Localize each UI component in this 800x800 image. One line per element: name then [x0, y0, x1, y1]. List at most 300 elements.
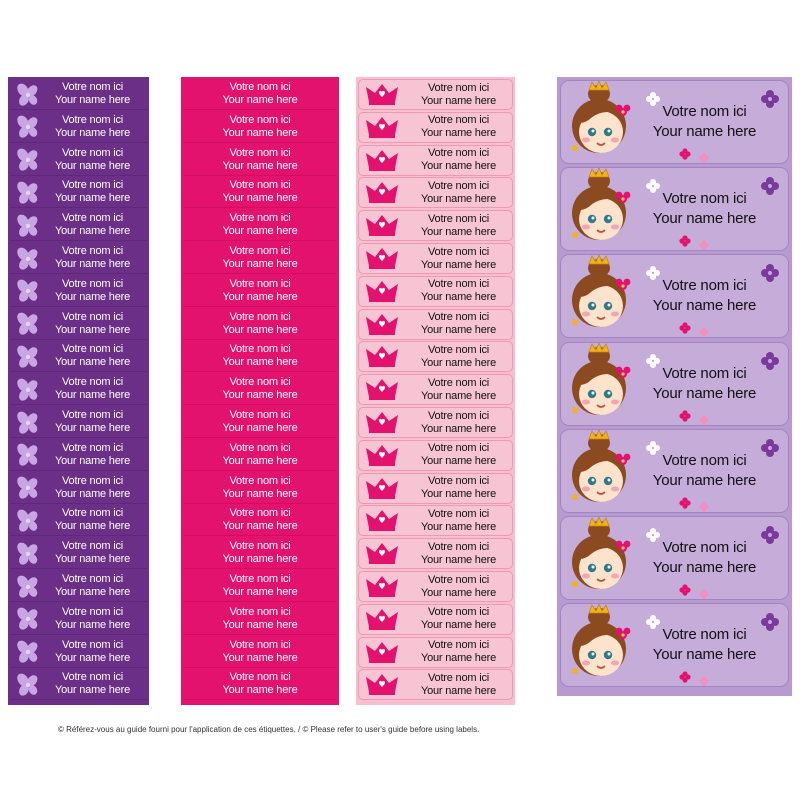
label-line-french: Votre nom ici: [229, 540, 291, 553]
princess-icon: [561, 167, 645, 251]
name-label: [10, 538, 147, 569]
label-line-french: Votre nom ici: [62, 376, 123, 389]
label-text: [417, 541, 512, 567]
label-text: [44, 507, 147, 533]
name-label: [358, 374, 513, 405]
purple-flower-label-sheet: [8, 77, 149, 705]
name-label: [10, 473, 147, 504]
label-line-english: Your name here: [54, 126, 131, 139]
label-line-english: Your name here: [420, 652, 497, 665]
label-text: [417, 147, 512, 173]
label-text: [183, 606, 337, 632]
label-line-french: Votre nom ici: [62, 212, 123, 225]
label-text: [417, 213, 512, 239]
label-line-english: Your name here: [222, 159, 298, 172]
label-text: [645, 189, 788, 229]
label-text: [183, 311, 337, 337]
label-line-french: Votre nom ici: [62, 245, 123, 257]
flower-icon: [10, 669, 44, 700]
label-line-french: Votre nom ici: [428, 179, 489, 192]
label-text: [44, 114, 147, 140]
name-label: [183, 210, 337, 241]
label-text: [417, 508, 512, 534]
label-line-english: Your name here: [420, 127, 497, 140]
label-text: [44, 245, 147, 271]
label-text: [183, 147, 337, 173]
label-line-english: Your name here: [54, 290, 131, 303]
name-label: [10, 505, 147, 536]
label-text: [183, 278, 337, 304]
label-text: [417, 82, 512, 108]
name-label: [560, 429, 789, 513]
name-label: [10, 637, 147, 668]
label-line-english: Your name here: [652, 559, 757, 576]
label-line-english: Your name here: [222, 258, 298, 270]
label-line-english: Your name here: [54, 94, 131, 106]
flower-icon: [10, 505, 44, 536]
label-line-english: Your name here: [420, 553, 497, 566]
label-line-english: Your name here: [652, 297, 757, 315]
princess-icon: [561, 516, 645, 600]
name-label: [183, 112, 337, 143]
name-label: [183, 309, 337, 340]
name-label: [183, 407, 337, 438]
label-line-english: Your name here: [54, 454, 131, 467]
label-text: [44, 409, 147, 435]
label-line-french: Votre nom ici: [428, 540, 489, 553]
label-text: [44, 81, 147, 107]
name-label: [183, 374, 337, 405]
label-text: [44, 311, 147, 337]
label-line-english: Your name here: [54, 651, 131, 664]
name-label: [183, 637, 337, 668]
label-line-french: Votre nom ici: [428, 606, 489, 619]
label-line-english: Your name here: [54, 422, 131, 434]
label-line-french: Votre nom ici: [62, 113, 123, 126]
label-line-english: Your name here: [54, 684, 131, 697]
princess-icon: [561, 429, 645, 513]
label-text: [183, 343, 337, 369]
name-label: [10, 112, 147, 143]
crown-icon: [359, 506, 417, 535]
label-text: [417, 606, 512, 632]
name-label: [358, 505, 513, 536]
name-label: [358, 309, 513, 340]
label-line-english: Your name here: [420, 225, 497, 238]
label-text: [44, 343, 147, 369]
name-label: [183, 276, 337, 307]
name-label: [358, 604, 513, 635]
name-label: [10, 145, 147, 176]
label-line-english: Your name here: [420, 94, 497, 107]
crown-icon: [359, 113, 417, 142]
label-text: [44, 442, 147, 468]
label-line-english: Your name here: [222, 290, 298, 303]
label-line-english: Your name here: [420, 684, 497, 697]
label-line-english: Your name here: [222, 618, 298, 631]
label-line-french: Votre nom ici: [229, 638, 291, 651]
name-label: [10, 374, 147, 405]
crown-icon: [359, 572, 417, 601]
crown-icon: [359, 178, 417, 207]
label-line-english: Your name here: [420, 488, 497, 501]
label-text: [183, 212, 337, 238]
name-label: [10, 276, 147, 307]
label-line-english: Your name here: [652, 210, 757, 228]
lavender-princess-label-sheet: [557, 77, 792, 696]
label-line-french: Votre nom ici: [229, 179, 291, 192]
label-line-french: Votre nom ici: [229, 81, 291, 93]
flower-icon: [10, 341, 44, 372]
label-line-english: Your name here: [420, 258, 497, 271]
label-line-french: Votre nom ici: [62, 310, 123, 323]
label-text: [183, 409, 337, 435]
name-label: [183, 243, 337, 274]
label-line-english: Your name here: [54, 356, 131, 369]
flower-icon: [10, 407, 44, 438]
flower-icon: [10, 144, 44, 175]
name-label: [183, 604, 337, 635]
label-text: [44, 475, 147, 501]
crown-icon: [359, 146, 417, 175]
crown-icon: [359, 310, 417, 339]
label-line-english: Your name here: [222, 323, 298, 336]
princess-icon: [561, 603, 645, 687]
label-line-english: Your name here: [222, 553, 298, 566]
label-line-english: Your name here: [222, 454, 298, 467]
label-line-english: Your name here: [222, 356, 298, 369]
label-text: [44, 179, 147, 205]
label-line-english: Your name here: [420, 356, 497, 369]
label-text: [417, 311, 512, 337]
flower-icon: [10, 374, 44, 405]
label-line-french: Votre nom ici: [62, 540, 123, 553]
label-line-french: Votre nom ici: [62, 671, 123, 684]
crown-icon: [359, 277, 417, 306]
label-line-english: Your name here: [54, 520, 131, 533]
label-text: [417, 377, 512, 403]
label-text: [44, 540, 147, 566]
name-label: [358, 276, 513, 307]
name-label: [183, 538, 337, 569]
label-line-english: Your name here: [222, 126, 298, 139]
label-line-english: Your name here: [652, 384, 757, 402]
label-line-french: Votre nom ici: [229, 146, 291, 159]
label-text: [44, 376, 147, 402]
name-label: [358, 473, 513, 504]
label-line-english: Your name here: [54, 487, 131, 500]
flower-icon: [10, 210, 44, 241]
name-label: [10, 210, 147, 241]
name-label: [358, 538, 513, 569]
label-text: [645, 276, 788, 316]
label-text: [645, 625, 788, 665]
name-label: [10, 79, 147, 110]
flower-icon: [10, 571, 44, 602]
name-label: [183, 440, 337, 471]
label-line-french: Votre nom ici: [62, 638, 123, 651]
label-line-english: Your name here: [222, 225, 298, 238]
princess-icon: [561, 80, 645, 164]
label-line-french: Votre nom ici: [62, 441, 123, 454]
label-line-french: Votre nom ici: [662, 103, 747, 120]
label-line-french: Votre nom ici: [62, 507, 123, 520]
flower-icon: [10, 243, 44, 274]
label-line-french: Votre nom ici: [62, 179, 123, 192]
label-line-french: Votre nom ici: [62, 277, 123, 290]
label-line-french: Votre nom ici: [229, 474, 291, 487]
label-text: [44, 212, 147, 238]
name-label: [358, 669, 513, 700]
label-line-english: Your name here: [222, 586, 298, 598]
name-label: [183, 341, 337, 372]
crown-icon: [359, 605, 417, 634]
label-line-english: Your name here: [54, 225, 131, 238]
label-line-french: Votre nom ici: [428, 475, 489, 488]
label-line-french: Votre nom ici: [662, 277, 747, 295]
name-label: [358, 440, 513, 471]
label-line-english: Your name here: [420, 520, 497, 533]
label-line-french: Votre nom ici: [662, 539, 747, 556]
label-line-english: Your name here: [420, 422, 497, 435]
label-text: [417, 180, 512, 206]
label-text: [183, 245, 337, 271]
label-line-french: Votre nom ici: [229, 573, 291, 585]
label-line-french: Votre nom ici: [62, 343, 123, 356]
label-line-french: Votre nom ici: [662, 626, 747, 644]
label-text: [183, 475, 337, 501]
name-label: [183, 505, 337, 536]
label-line-english: Your name here: [222, 651, 298, 664]
flower-icon: [10, 603, 44, 634]
crown-icon: [359, 408, 417, 437]
label-line-english: Your name here: [54, 258, 131, 270]
label-text: [44, 278, 147, 304]
label-line-english: Your name here: [222, 389, 298, 402]
name-label: [560, 254, 789, 338]
label-text: [417, 278, 512, 304]
label-line-french: Votre nom ici: [428, 81, 489, 94]
label-line-english: Your name here: [420, 324, 497, 337]
label-line-french: Votre nom ici: [62, 81, 123, 93]
princess-icon: [561, 254, 645, 338]
name-label: [183, 473, 337, 504]
label-text: [417, 672, 512, 698]
label-line-french: Votre nom ici: [428, 671, 489, 684]
crown-icon: [359, 211, 417, 240]
name-label: [358, 79, 513, 110]
label-line-french: Votre nom ici: [428, 376, 489, 389]
name-label: [183, 145, 337, 176]
label-line-french: Votre nom ici: [428, 245, 489, 258]
label-text: [183, 540, 337, 566]
label-line-french: Votre nom ici: [428, 573, 489, 586]
name-label: [358, 112, 513, 143]
label-line-english: Your name here: [652, 646, 757, 664]
name-label: [183, 177, 337, 208]
label-line-english: Your name here: [54, 553, 131, 566]
label-line-french: Votre nom ici: [62, 573, 123, 585]
label-line-french: Votre nom ici: [229, 507, 291, 520]
label-line-english: Your name here: [222, 192, 298, 205]
label-line-french: Votre nom ici: [428, 278, 489, 291]
name-label: [358, 571, 513, 602]
name-label: [10, 309, 147, 340]
name-label: [183, 571, 337, 602]
label-line-french: Votre nom ici: [428, 442, 489, 455]
label-text: [417, 246, 512, 272]
crown-icon: [359, 474, 417, 503]
footer-notice: © Référez-vous au guide fourni pour l'application de ces étiquettes. / © Please refer to user's guide before using labels.: [58, 725, 480, 734]
label-text: [183, 639, 337, 665]
label-line-english: Your name here: [222, 520, 298, 533]
name-label: [358, 145, 513, 176]
flower-icon: [10, 111, 44, 142]
label-text: [183, 442, 337, 468]
label-line-english: Your name here: [420, 291, 497, 304]
label-text: [417, 442, 512, 468]
label-line-french: Votre nom ici: [662, 451, 747, 469]
label-text: [417, 114, 512, 140]
name-label: [183, 79, 337, 110]
label-text: [183, 573, 337, 599]
label-line-english: Your name here: [652, 471, 757, 489]
name-label: [358, 407, 513, 438]
label-line-french: Votre nom ici: [229, 212, 291, 225]
flower-icon: [10, 538, 44, 569]
label-line-english: Your name here: [420, 389, 497, 402]
label-line-french: Votre nom ici: [428, 639, 489, 652]
label-line-french: Votre nom ici: [62, 146, 123, 159]
label-text: [417, 574, 512, 600]
label-line-french: Votre nom ici: [229, 376, 291, 389]
label-line-french: Votre nom ici: [428, 409, 489, 422]
flower-icon: [10, 472, 44, 503]
label-text: [645, 102, 788, 142]
label-text: [417, 410, 512, 436]
label-line-english: Your name here: [420, 619, 497, 632]
flower-icon: [10, 439, 44, 470]
label-text: [183, 507, 337, 533]
name-label: [560, 80, 789, 164]
label-line-french: Votre nom ici: [229, 409, 291, 421]
label-line-english: Your name here: [652, 123, 757, 140]
label-text: [44, 639, 147, 665]
label-line-french: Votre nom ici: [662, 190, 747, 208]
name-label: [10, 440, 147, 471]
flower-icon: [10, 308, 44, 339]
label-line-english: Your name here: [54, 586, 131, 598]
name-label: [10, 604, 147, 635]
label-line-english: Your name here: [54, 389, 131, 402]
flower-icon: [10, 177, 44, 208]
name-label: [358, 177, 513, 208]
label-line-french: Votre nom ici: [229, 113, 291, 126]
label-line-french: Votre nom ici: [62, 474, 123, 487]
label-text: [183, 376, 337, 402]
crown-icon: [359, 441, 417, 470]
label-text: [417, 639, 512, 665]
name-label: [10, 407, 147, 438]
label-line-french: Votre nom ici: [229, 245, 291, 257]
label-line-french: Votre nom ici: [428, 212, 489, 225]
label-text: [44, 671, 147, 697]
crown-icon: [359, 80, 417, 109]
flower-icon: [10, 636, 44, 667]
label-line-french: Votre nom ici: [229, 277, 291, 290]
label-line-english: Your name here: [420, 455, 497, 468]
label-line-french: Votre nom ici: [62, 409, 123, 421]
label-line-french: Votre nom ici: [62, 605, 123, 618]
label-line-english: Your name here: [420, 160, 497, 173]
magenta-label-sheet: [181, 77, 339, 705]
flower-icon: [10, 275, 44, 306]
label-line-french: Votre nom ici: [229, 671, 291, 684]
name-label: [560, 603, 789, 687]
princess-icon: [561, 342, 645, 426]
label-text: [645, 451, 788, 491]
label-text: [417, 475, 512, 501]
label-line-english: Your name here: [222, 94, 298, 106]
name-label: [560, 342, 789, 426]
name-label: [358, 243, 513, 274]
name-label: [10, 341, 147, 372]
label-line-french: Votre nom ici: [229, 441, 291, 454]
label-line-french: Votre nom ici: [229, 605, 291, 618]
crown-icon: [359, 670, 417, 699]
crown-icon: [359, 539, 417, 568]
label-line-english: Your name here: [420, 192, 497, 205]
label-text: [44, 606, 147, 632]
name-label: [10, 669, 147, 700]
label-text: [417, 344, 512, 370]
name-label: [183, 669, 337, 700]
name-label: [10, 177, 147, 208]
label-line-english: Your name here: [222, 422, 298, 434]
label-line-english: Your name here: [54, 618, 131, 631]
crown-icon: [359, 342, 417, 371]
label-line-french: Votre nom ici: [662, 364, 747, 382]
label-line-english: Your name here: [420, 586, 497, 599]
name-label: [358, 637, 513, 668]
label-text: [183, 81, 337, 107]
label-line-english: Your name here: [54, 323, 131, 336]
name-label: [358, 210, 513, 241]
name-label: [560, 516, 789, 600]
label-line-french: Votre nom ici: [229, 343, 291, 356]
label-line-english: Your name here: [54, 159, 131, 172]
label-text: [44, 573, 147, 599]
label-line-french: Votre nom ici: [428, 343, 489, 356]
crown-icon: [359, 375, 417, 404]
label-text: [645, 364, 788, 404]
label-line-french: Votre nom ici: [428, 114, 489, 127]
name-label: [358, 341, 513, 372]
name-label: [10, 243, 147, 274]
label-line-french: Votre nom ici: [229, 310, 291, 323]
crown-icon: [359, 244, 417, 273]
label-text: [183, 671, 337, 697]
label-text: [183, 179, 337, 205]
label-line-english: Your name here: [222, 684, 298, 697]
label-text: [645, 538, 788, 578]
label-text: [44, 147, 147, 173]
label-line-french: Votre nom ici: [428, 147, 489, 160]
name-label: [560, 167, 789, 251]
label-text: [183, 114, 337, 140]
name-label: [10, 571, 147, 602]
flower-icon: [10, 79, 44, 110]
